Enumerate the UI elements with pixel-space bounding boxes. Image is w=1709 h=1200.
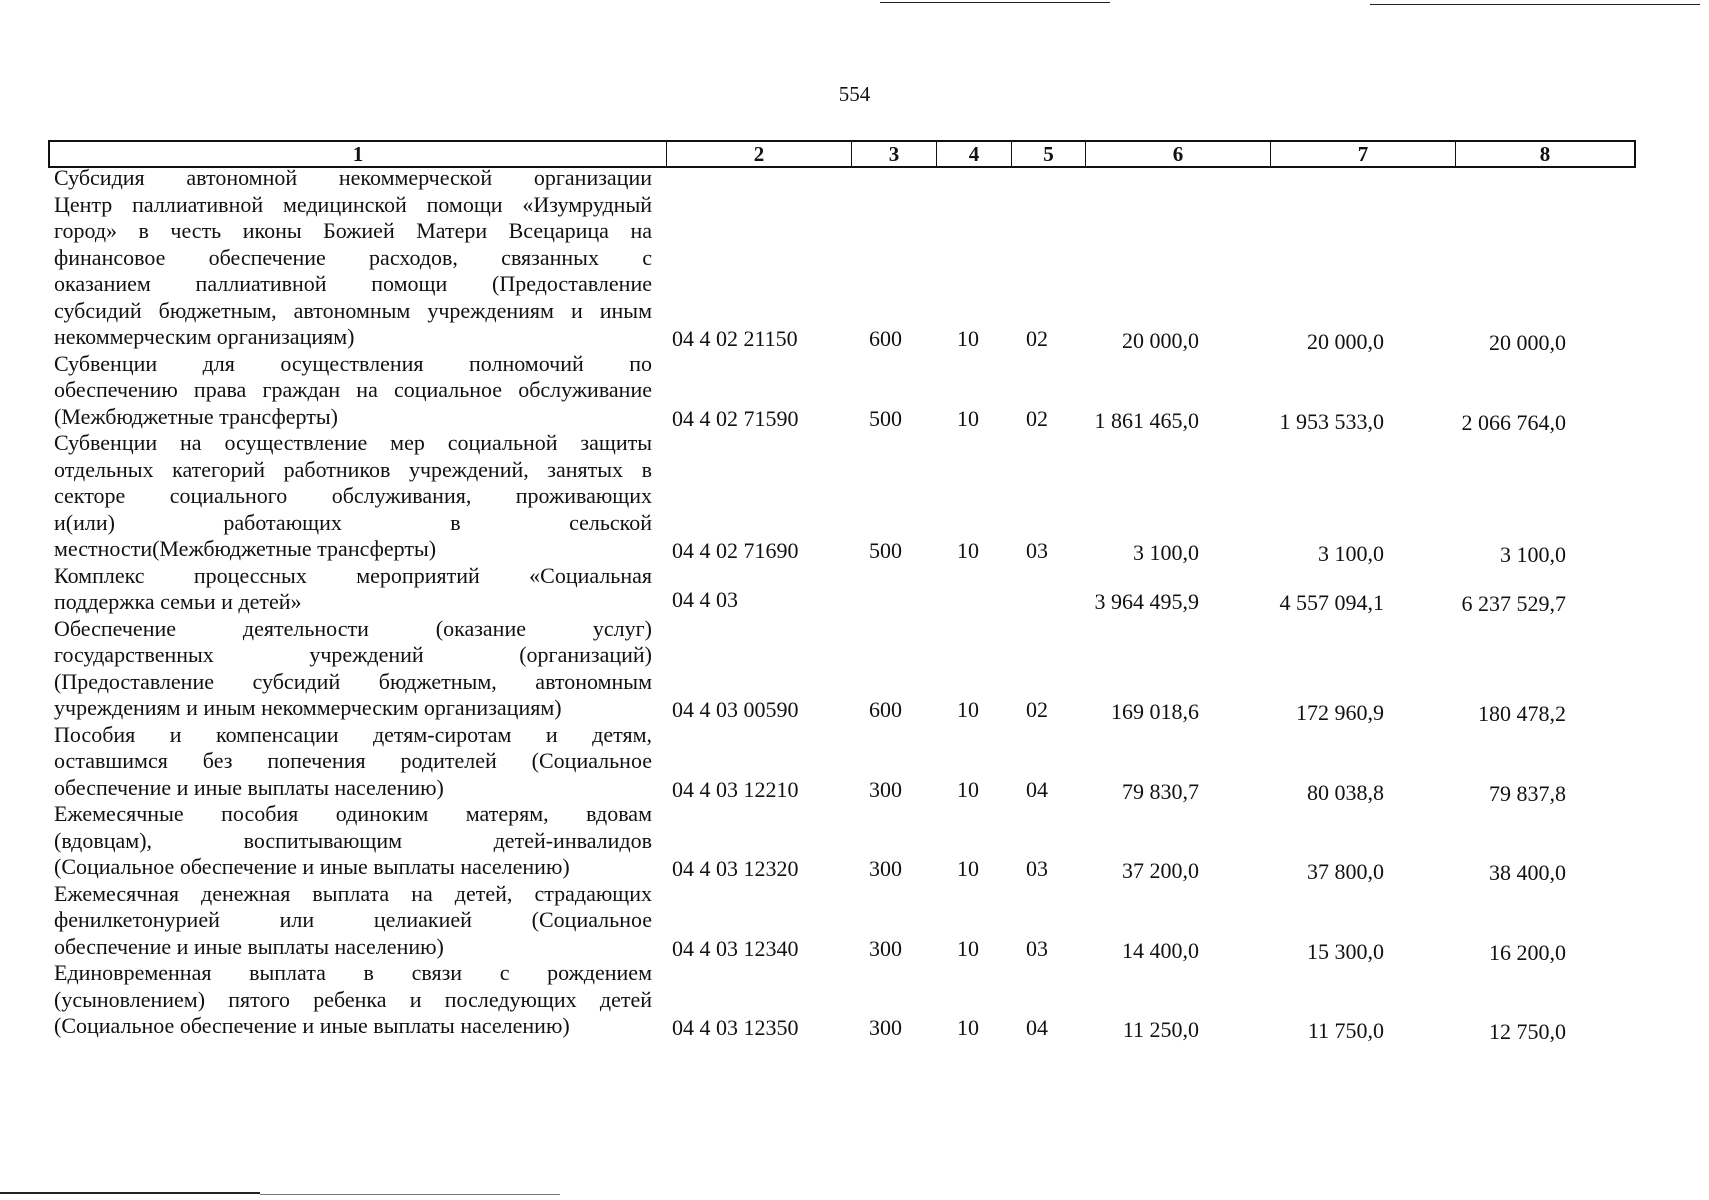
scan-line-top: [880, 2, 1110, 3]
row-col-4: 10: [957, 405, 979, 431]
row-value-7: 11 750,0: [1307, 1018, 1384, 1043]
row-description-line: обеспечению права граждан на социальное обслуживание: [54, 377, 652, 402]
row-value-6: 3 964 495,9: [1094, 589, 1199, 614]
row-description-line: учреждениям и иным некоммерческим организациям): [54, 695, 562, 720]
row-value-8: 6 237 529,7: [1461, 591, 1566, 616]
row-col-4: 10: [957, 1015, 979, 1040]
row-code: 04 4 03 12320: [672, 856, 799, 881]
row-value-8: 38 400,0: [1489, 860, 1566, 885]
row-value-8: 20 000,0: [1489, 330, 1566, 355]
row-col-3: 500: [869, 405, 902, 431]
row-col-3: 300: [869, 856, 902, 881]
row-value-7: 1 953 533,0: [1279, 408, 1384, 434]
header-col-3: 3: [852, 142, 937, 166]
row-col-5: 03: [1026, 538, 1048, 563]
row-value-6: 79 830,7: [1122, 778, 1199, 804]
table-header-row: [48, 140, 1636, 168]
row-description-line: поддержка семьи и детей»: [54, 589, 302, 614]
row-description-line: Субсидия автономной некоммерческой организации: [54, 165, 652, 190]
row-description: [54, 616, 652, 722]
header-col-1: 1: [50, 142, 667, 166]
row-description-line: Центр паллиативной медицинской помощи «Изумрудный: [54, 191, 652, 217]
row-col-3: 600: [869, 326, 902, 351]
row-description-line: (Предоставление субсидий бюджетным, автономным: [54, 668, 652, 694]
row-value-6: 169 018,6: [1111, 699, 1199, 724]
row-description-line: обеспечение и иные выплаты населению): [54, 774, 444, 800]
row-col-5: 03: [1026, 856, 1048, 881]
row-value-6: 20 000,0: [1122, 328, 1199, 353]
row-description-line: оставшимся без попечения родителей (Социальное: [54, 748, 652, 773]
row-code: 04 4 02 21150: [672, 326, 798, 351]
row-description-line: Ежемесячные пособия одиноким матерям, вдовам: [54, 801, 652, 826]
header-col-7: 7: [1271, 142, 1456, 166]
header-col-4: 4: [937, 142, 1012, 166]
row-code: 04 4 03 12350: [672, 1015, 799, 1040]
scan-line-top-right: [1370, 4, 1700, 5]
row-col-3: 600: [869, 697, 902, 722]
row-value-8: 79 837,8: [1489, 780, 1566, 806]
row-col-3: 500: [869, 538, 902, 563]
row-description-line: Субвенции для осуществления полномочий по: [54, 350, 652, 376]
row-description-line: Обеспечение деятельности (оказание услуг): [54, 615, 652, 641]
row-description-line: (Социальное обеспечение и иные выплаты населению): [54, 854, 570, 879]
row-description: [54, 165, 652, 351]
row-value-8: 12 750,0: [1489, 1019, 1566, 1044]
scan-line-bottom: [0, 1192, 260, 1194]
row-value-7: 172 960,9: [1296, 700, 1384, 725]
row-description-line: (вдовцам), воспитывающим детей-инвалидов: [54, 827, 652, 853]
row-col-3: 300: [869, 776, 902, 802]
page-number: 554: [838, 82, 871, 106]
row-code: 04 4 02 71590: [672, 405, 799, 431]
row-col-3: 300: [869, 935, 902, 961]
row-description-line: субсидий бюджетным, автономным учреждениям и иным: [54, 297, 652, 323]
row-description: [54, 801, 652, 881]
row-col-4: 10: [957, 935, 979, 961]
row-value-7: 80 038,8: [1307, 779, 1384, 805]
row-description-line: (усыновлением) пятого ребенка и последующих детей: [54, 986, 652, 1012]
row-value-7: 20 000,0: [1307, 329, 1384, 354]
row-value-6: 1 861 465,0: [1094, 407, 1199, 433]
row-col-4: 10: [957, 697, 979, 722]
row-value-6: 11 250,0: [1122, 1017, 1199, 1042]
row-description-line: некоммерческим организациям): [54, 324, 355, 349]
row-col-5: 02: [1026, 697, 1048, 722]
row-description-line: (Социальное обеспечение и иные выплаты населению): [54, 1013, 570, 1038]
row-description-line: Ежемесячная денежная выплата на детей, страдающих: [54, 880, 652, 906]
row-col-5: 02: [1026, 326, 1048, 351]
row-description-line: финансовое обеспечение расходов, связанных с: [54, 244, 652, 270]
row-description-line: Комплекс процессных мероприятий «Социальная: [54, 562, 652, 588]
row-col-5: 04: [1026, 776, 1048, 802]
row-description-line: город» в честь иконы Божией Матери Всецарица на: [54, 218, 652, 243]
row-col-5: 02: [1026, 405, 1048, 431]
row-value-7: 3 100,0: [1318, 541, 1384, 566]
row-col-3: 300: [869, 1015, 902, 1040]
row-description-line: и(или) работающих в сельской: [54, 509, 652, 535]
row-value-6: 37 200,0: [1122, 858, 1199, 883]
row-value-7: 15 300,0: [1307, 938, 1384, 964]
row-code: 04 4 03 12210: [672, 776, 799, 802]
header-col-6: 6: [1086, 142, 1271, 166]
row-description-line: местности(Межбюджетные трансферты): [54, 536, 437, 561]
row-description-line: оказанием паллиативной помощи (Предоставление: [54, 271, 652, 296]
row-code: 04 4 03 00590: [672, 697, 799, 722]
header-col-5: 5: [1012, 142, 1086, 166]
row-description: [54, 722, 652, 802]
row-value-7: 4 557 094,1: [1279, 590, 1384, 615]
header-col-2: 2: [667, 142, 852, 166]
row-col-5: 03: [1026, 935, 1048, 961]
scan-line-bottom-2: [260, 1194, 560, 1195]
row-value-6: 14 400,0: [1122, 937, 1199, 963]
row-description: [54, 960, 652, 1040]
row-value-8: 2 066 764,0: [1461, 409, 1566, 435]
row-description-line: Субвенции на осуществление мер социальной защиты: [54, 430, 652, 455]
row-description-line: государственных учреждений (организаций): [54, 642, 652, 667]
row-description-line: отдельных категорий работников учреждений, занятых в: [54, 456, 652, 482]
header-col-8: 8: [1539, 142, 1551, 166]
row-col-4: 10: [957, 538, 979, 563]
row-value-8: 3 100,0: [1500, 542, 1566, 567]
row-description: [54, 430, 652, 563]
row-code: 04 4 02 71690: [672, 538, 799, 563]
row-description-line: (Межбюджетные трансферты): [54, 403, 338, 429]
row-value-8: 16 200,0: [1489, 939, 1566, 965]
row-description-line: обеспечение и иные выплаты населению): [54, 933, 444, 959]
row-value-7: 37 800,0: [1307, 859, 1384, 884]
row-description-line: фенилкетонурией или целиакией (Социальное: [54, 907, 652, 932]
row-code: 04 4 03: [672, 587, 738, 612]
row-value-8: 180 478,2: [1478, 701, 1566, 726]
row-value-6: 3 100,0: [1133, 540, 1199, 565]
row-col-4: 10: [957, 856, 979, 881]
row-description: [54, 881, 652, 961]
row-col-5: 04: [1026, 1015, 1048, 1040]
row-description-line: Пособия и компенсации детям-сиротам и детям,: [54, 721, 652, 747]
row-description: [54, 563, 652, 616]
row-code: 04 4 03 12340: [672, 935, 799, 961]
row-col-4: 10: [957, 776, 979, 802]
row-description-line: Единовременная выплата в связи с рождением: [54, 960, 652, 985]
row-col-4: 10: [957, 326, 979, 351]
row-description-line: секторе социального обслуживания, проживающих: [54, 483, 652, 508]
row-description: [54, 351, 652, 431]
